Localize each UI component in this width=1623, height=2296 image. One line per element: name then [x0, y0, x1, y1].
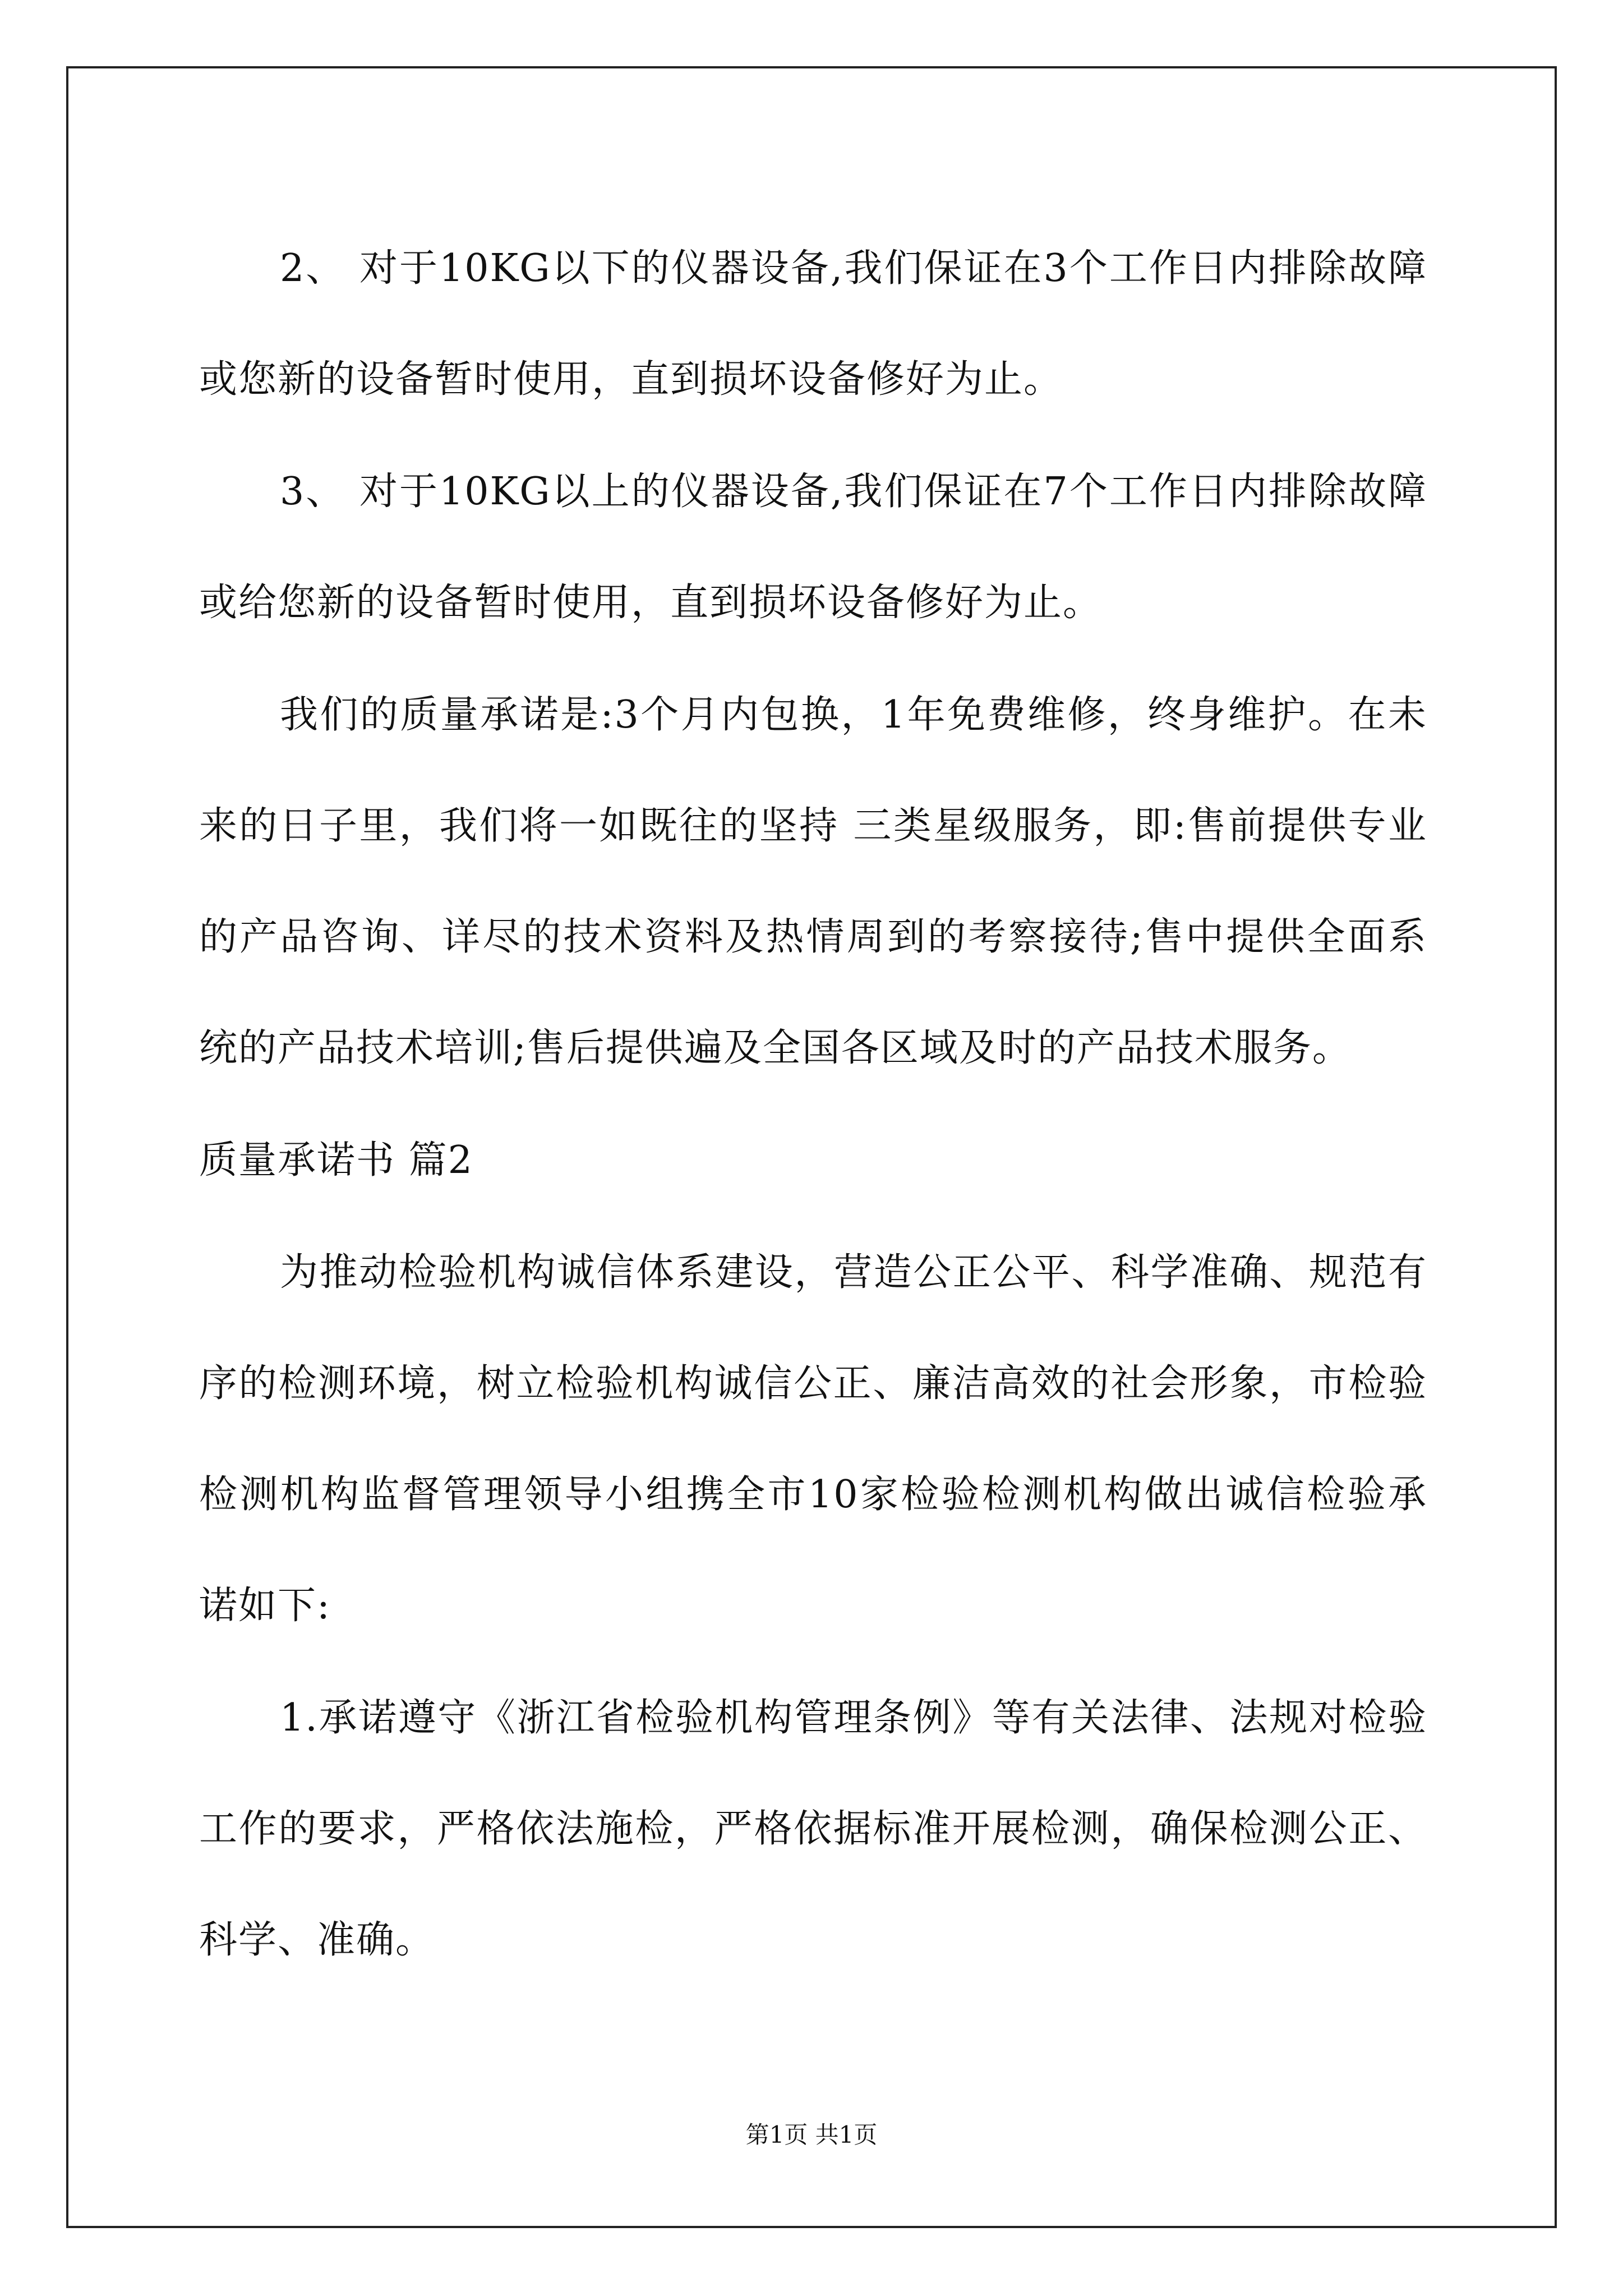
paragraph-promise-1: 1.承诺遵守《浙江省检验机构管理条例》等有关法律、法规对检验工作的要求，严格依法施检，严格依据标准开展检测，确保检测公正、科学、准确。 — [199, 1696, 1427, 1962]
document-body — [199, 213, 1427, 1997]
paragraph-integrity-intro: 为推动检验机构诚信体系建设，营造公正公平、科学准确、规范有序的检测环境，树立检验机构诚信公正、廉洁高效的社会形象，市检验检测机构监督管理领导小组携全市10家检验检测机构做出诚信检验承诺如下: — [199, 1250, 1427, 1628]
paragraph-item-3: 3、 对于10KG以上的仪器设备,我们保证在7个工作日内排除故障或给您新的设备暂时使用，直到损坏设备修好为止。 — [199, 470, 1427, 625]
paragraph-quality-promise: 我们的质量承诺是:3个月内包换，1年免费维修，终身维护。在未来的日子里，我们将一如既往的坚持 三类星级服务，即:售前提供专业的产品咨询、详尽的技术资料及热情周到的考察接待;售中提供全面系统的产品技术培训;售后提供遍及全国各区域及时的产品技术服务。 — [199, 693, 1427, 1070]
paragraph-item-2: 2、 对于10KG以下的仪器设备,我们保证在3个工作日内排除故障或您新的设备暂时使用，直到损坏设备修好为止。 — [199, 246, 1427, 402]
page-footer: 第1页 共1页 — [745, 2121, 878, 2148]
section-heading: 质量承诺书 篇2 — [199, 1138, 473, 1182]
